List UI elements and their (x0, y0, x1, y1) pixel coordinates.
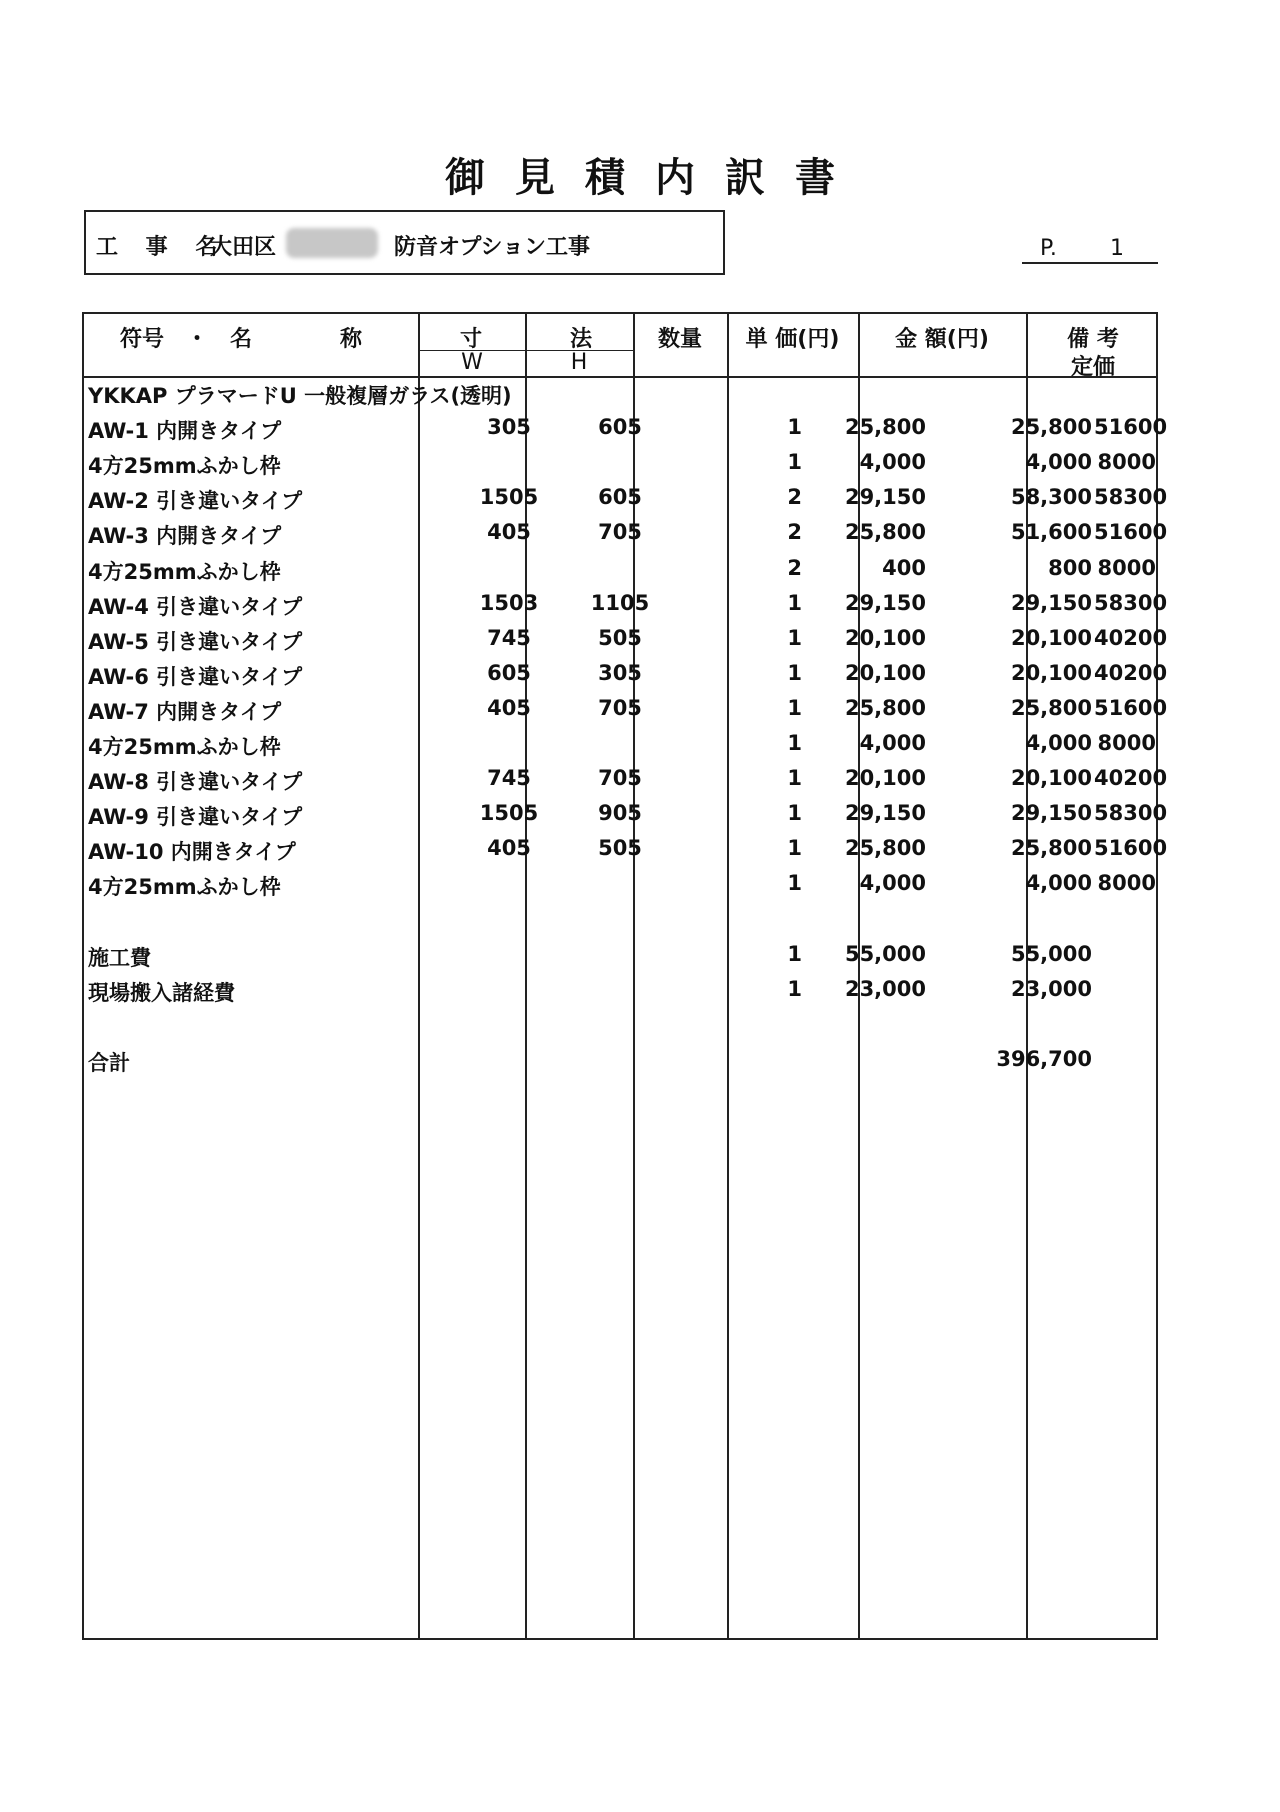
header-note: 備 考 (1067, 327, 1119, 352)
item-list-price: 8000 (1097, 871, 1156, 896)
item-unit-price: 4,000 (859, 871, 926, 896)
item-amount: 396,700 (996, 1046, 1092, 1071)
item-amount: 51,600 (1010, 520, 1092, 545)
item-amount: 20,100 (1010, 766, 1092, 791)
table-row (84, 481, 1168, 515)
item-quantity: 1 (787, 976, 802, 1001)
item-unit-price: 20,100 (844, 660, 926, 685)
item-list-price: 8000 (1097, 555, 1156, 580)
item-amount: 58,300 (1010, 485, 1092, 510)
item-name: AW-5 引き違いタイプ (88, 629, 303, 654)
item-list-price: 58300 (1094, 801, 1168, 826)
table-row (84, 657, 1168, 691)
table-row (84, 832, 1168, 866)
item-quantity: 1 (787, 415, 802, 440)
document-title: 御見積内訳書 (445, 155, 865, 201)
item-list-price: 8000 (1097, 450, 1156, 475)
item-list-price: 51600 (1094, 695, 1168, 720)
item-list-price: 51600 (1094, 520, 1168, 545)
page-prefix: P. (1040, 236, 1057, 261)
table-row (84, 587, 1168, 621)
item-height: 505 (598, 625, 642, 650)
item-name: 施工費 (88, 945, 151, 970)
item-name: 合計 (88, 1050, 130, 1075)
item-name: AW-9 引き違いタイプ (88, 805, 303, 830)
item-quantity: 1 (787, 625, 802, 650)
item-quantity: 2 (787, 555, 802, 580)
item-width: 605 (487, 660, 531, 685)
page-number (1022, 236, 1158, 264)
item-list-price: 51600 (1094, 415, 1168, 440)
item-width: 1503 (479, 590, 539, 615)
item-unit-price: 29,150 (844, 485, 926, 510)
item-unit-price: 20,100 (844, 625, 926, 650)
item-width: 305 (487, 415, 531, 440)
item-name: AW-8 引き違いタイプ (88, 770, 303, 795)
item-quantity: 1 (787, 836, 802, 861)
header-list-price: 定価 (1070, 355, 1115, 380)
item-list-price: 40200 (1094, 766, 1168, 791)
item-width: 405 (487, 836, 531, 861)
item-name: 現場搬入諸経費 (88, 980, 235, 1005)
project-name-box (84, 210, 725, 275)
table-row (84, 903, 1160, 937)
item-height: 705 (598, 695, 642, 720)
item-quantity: 1 (787, 766, 802, 791)
table-row (84, 727, 1160, 761)
item-unit-price: 20,100 (844, 766, 926, 791)
item-list-price: 40200 (1094, 660, 1168, 685)
item-height: 505 (598, 836, 642, 861)
item-name: AW-4 引き違いタイプ (88, 594, 303, 619)
project-location: 大田区 (210, 235, 277, 260)
table-row (84, 411, 1168, 445)
item-unit-price: 25,800 (844, 520, 926, 545)
item-unit-price: 4,000 (859, 450, 926, 475)
item-unit-price: 25,800 (844, 836, 926, 861)
item-name: AW-7 内開きタイプ (88, 699, 282, 724)
item-amount: 29,150 (1010, 590, 1092, 615)
item-list-price: 8000 (1097, 731, 1156, 755)
item-quantity: 1 (787, 871, 802, 896)
header-height: H (570, 350, 588, 375)
item-name: AW-2 引き違いタイプ (88, 489, 303, 514)
table-row (84, 867, 1160, 901)
table-row (84, 973, 1160, 1007)
item-width: 745 (487, 766, 531, 791)
item-quantity: 1 (787, 731, 802, 755)
estimate-table (82, 312, 1168, 1640)
item-unit-price: 23,000 (844, 976, 926, 1001)
item-name: 4方25mmふかし枠 (88, 875, 281, 900)
item-amount: 23,000 (1010, 976, 1092, 1001)
table-row (84, 692, 1168, 726)
item-amount: 4,000 (1025, 731, 1092, 755)
item-amount: 20,100 (1010, 625, 1092, 650)
item-quantity: 1 (787, 941, 802, 966)
item-amount: 25,800 (1010, 836, 1092, 861)
item-quantity: 1 (787, 695, 802, 720)
item-height: 605 (598, 415, 642, 440)
table-row (84, 516, 1168, 550)
item-height: 705 (598, 520, 642, 545)
item-list-price: 58300 (1094, 590, 1168, 615)
item-quantity: 2 (787, 485, 802, 510)
item-name: 4方25mmふかし枠 (88, 735, 281, 759)
item-quantity: 2 (787, 520, 802, 545)
item-width: 405 (487, 520, 531, 545)
item-quantity: 1 (787, 660, 802, 685)
table-row (84, 376, 1160, 410)
item-amount: 4,000 (1025, 871, 1092, 896)
item-height: 1105 (590, 590, 650, 615)
item-height: 705 (598, 766, 642, 791)
page-number-value: 1 (1110, 236, 1124, 261)
item-quantity: 1 (787, 801, 802, 826)
item-amount: 55,000 (1010, 941, 1092, 966)
item-amount: 25,800 (1010, 415, 1092, 440)
table-row (84, 446, 1160, 480)
item-quantity: 1 (787, 450, 802, 475)
item-amount: 25,800 (1010, 695, 1092, 720)
header-unit-price: 単 価(円) (745, 327, 840, 352)
item-amount: 800 (1048, 555, 1092, 580)
project-title: 防音オプション工事 (394, 235, 591, 260)
item-unit-price: 29,150 (844, 590, 926, 615)
table-row (84, 797, 1168, 831)
table-row (84, 1008, 1160, 1042)
item-height: 905 (598, 801, 642, 826)
table-row (84, 552, 1160, 586)
item-amount: 4,000 (1025, 450, 1092, 475)
item-unit-price: 25,800 (844, 695, 926, 720)
redacted-name (286, 228, 378, 258)
item-name: 4方25mmふかし枠 (88, 559, 281, 584)
project-label: 工 事 名 (96, 235, 228, 260)
header-name: 符号 ・ 名 称 (120, 327, 363, 352)
item-width: 1505 (479, 485, 539, 510)
item-list-price: 40200 (1094, 625, 1168, 650)
item-unit-price: 25,800 (844, 415, 926, 440)
item-list-price: 51600 (1094, 836, 1168, 861)
item-name: YKKAP プラマードU 一般複層ガラス(透明) (88, 384, 512, 408)
item-width: 1505 (479, 801, 539, 826)
item-height: 605 (598, 485, 642, 510)
header-quantity: 数量 (657, 327, 702, 352)
item-name: AW-10 内開きタイプ (88, 840, 296, 865)
item-unit-price: 29,150 (844, 801, 926, 826)
item-name: AW-3 内開きタイプ (88, 524, 282, 549)
item-width: 405 (487, 695, 531, 720)
item-name: 4方25mmふかし枠 (88, 454, 281, 479)
item-unit-price: 55,000 (844, 941, 926, 966)
header-amount: 金 額(円) (895, 327, 989, 352)
item-amount: 20,100 (1010, 660, 1092, 685)
item-height: 305 (598, 660, 642, 685)
item-amount: 29,150 (1010, 801, 1092, 826)
header-width: W (461, 350, 483, 375)
header-dimension: 寸 法 (459, 327, 592, 352)
item-unit-price: 400 (882, 555, 926, 580)
item-name: AW-1 内開きタイプ (88, 419, 282, 444)
item-quantity: 1 (787, 590, 802, 615)
item-width: 745 (487, 625, 531, 650)
item-list-price: 58300 (1094, 485, 1168, 510)
item-unit-price: 4,000 (859, 731, 926, 755)
table-row (84, 762, 1168, 796)
table-row (84, 1043, 1160, 1077)
table-row (84, 938, 1160, 972)
table-row (84, 622, 1168, 656)
item-name: AW-6 引き違いタイプ (88, 664, 303, 689)
